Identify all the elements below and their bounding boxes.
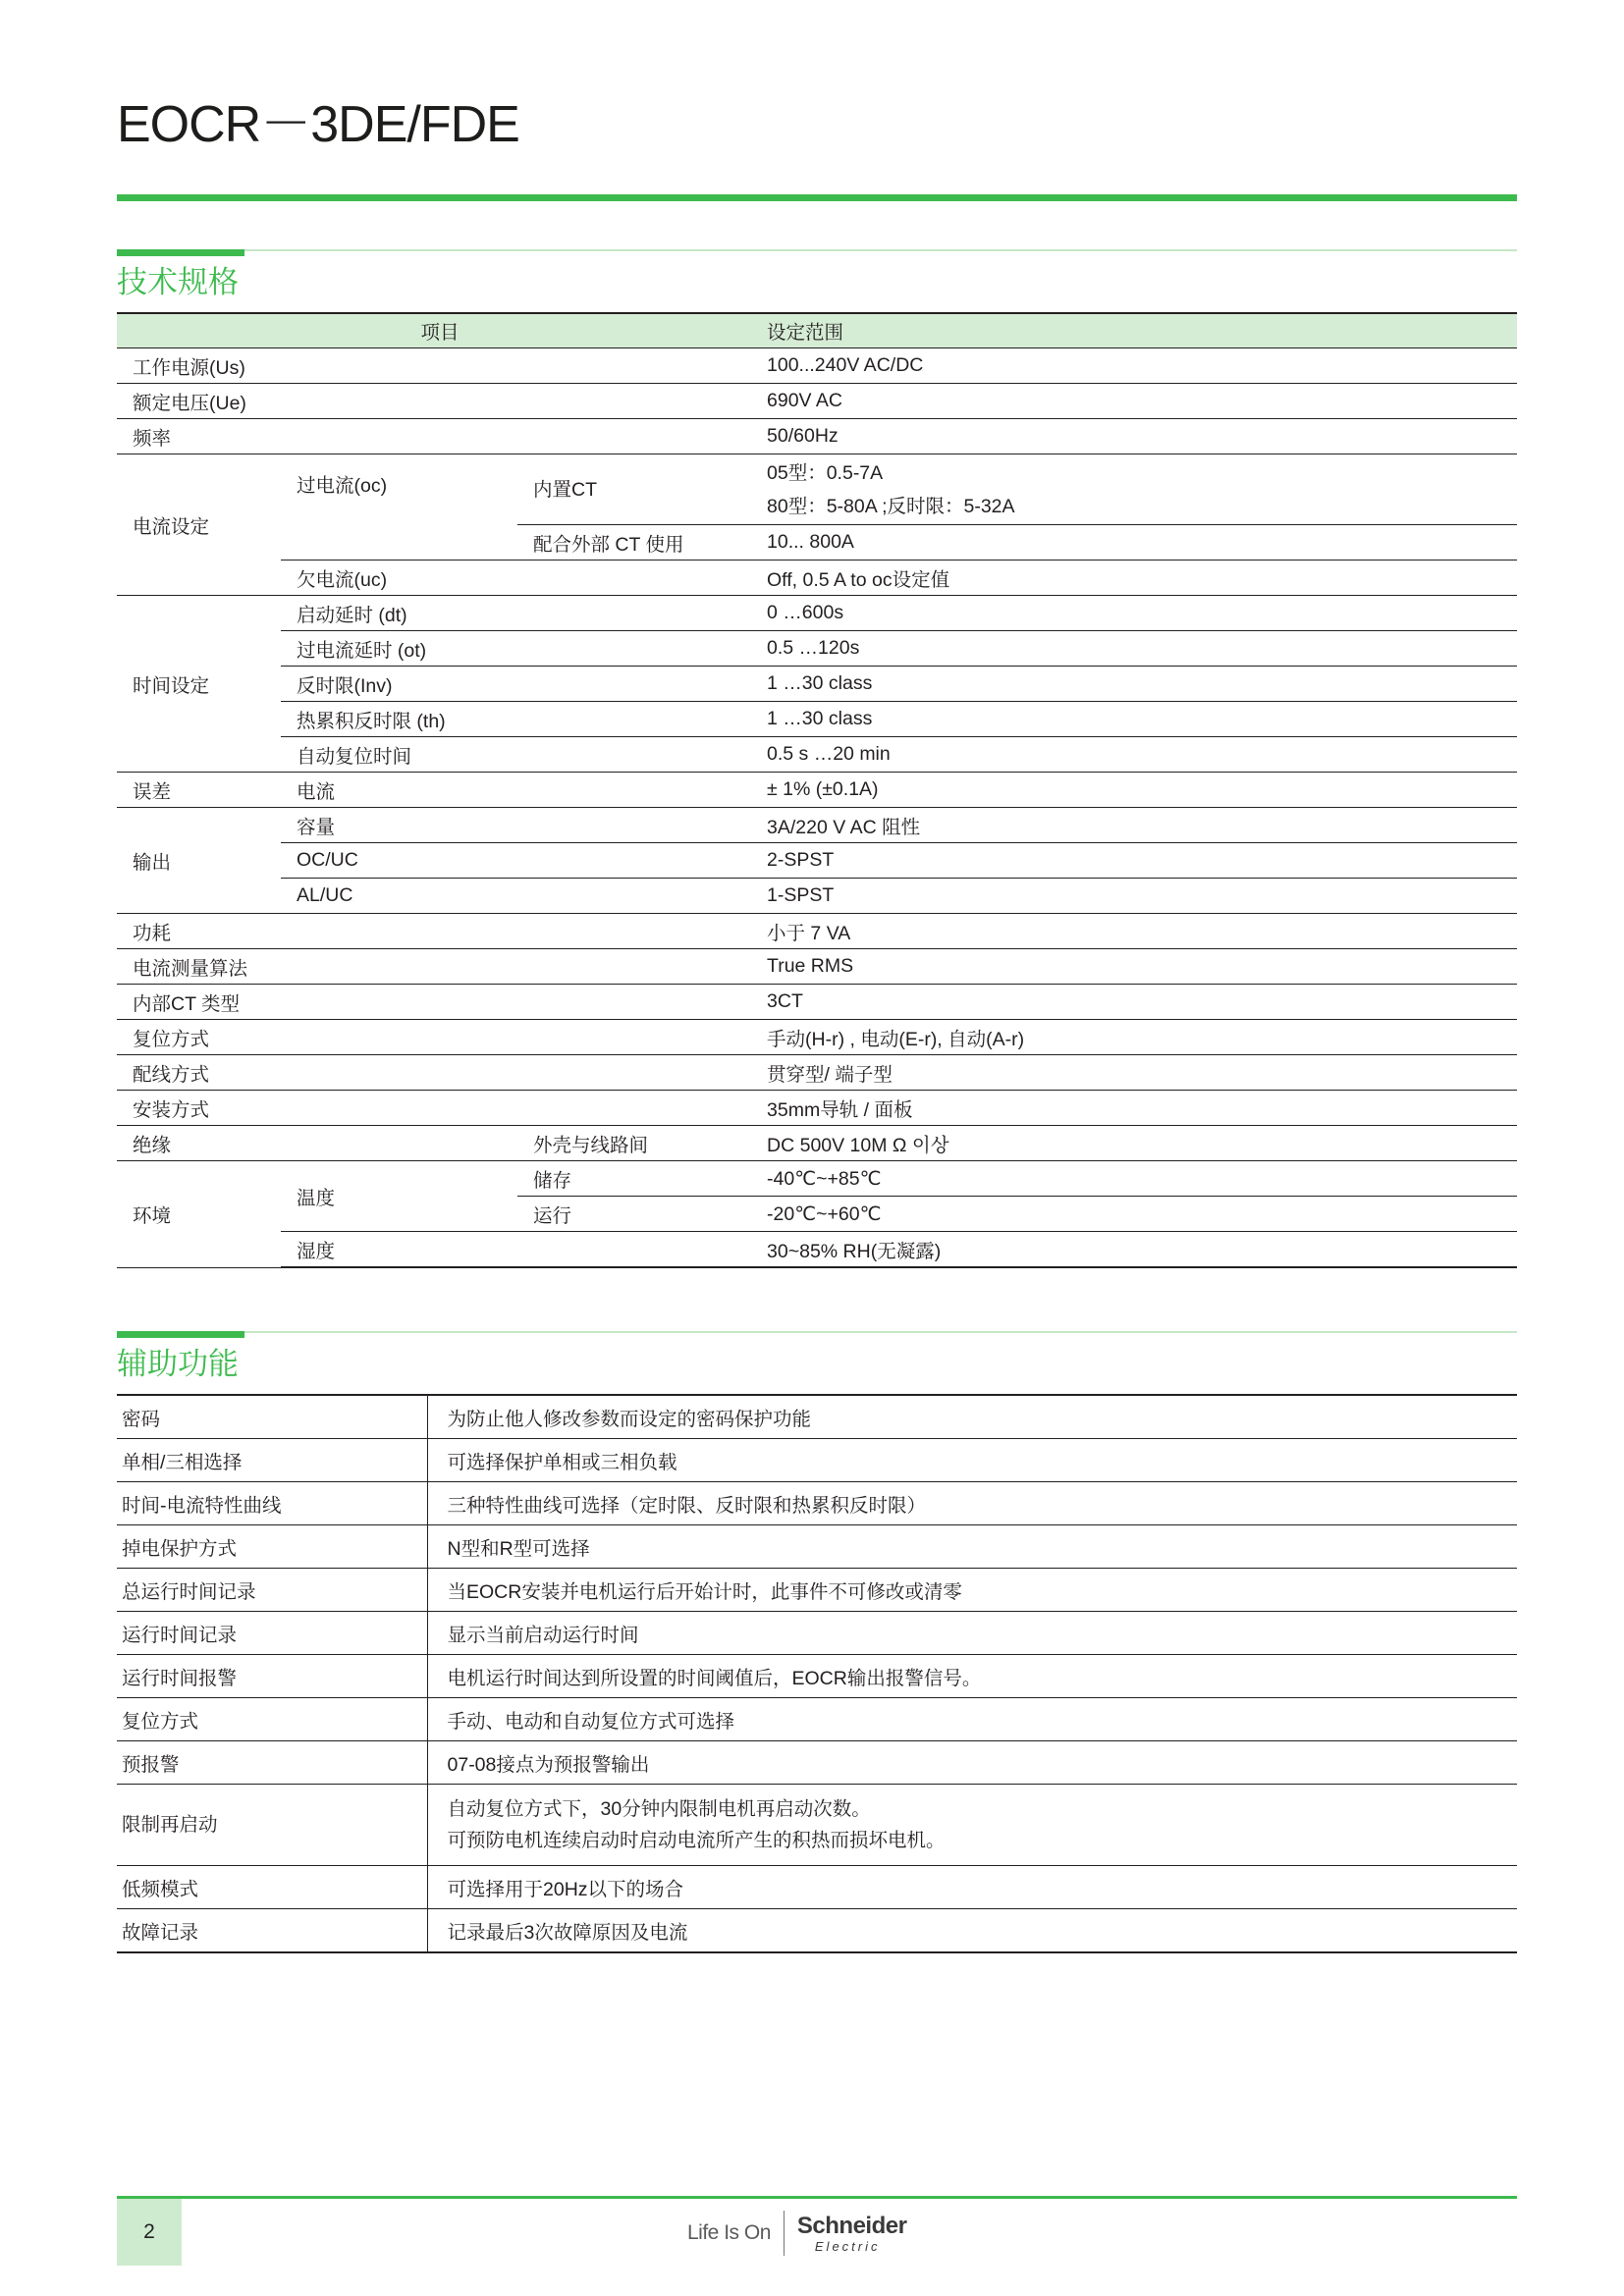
row-label: 额定电压(Ue) bbox=[117, 384, 763, 419]
aux-desc: 为防止他人修改参数而设定的密码保护功能 bbox=[427, 1395, 1517, 1439]
table-row bbox=[117, 808, 1517, 843]
col-header-range: 设定范围 bbox=[763, 313, 1517, 348]
aux-section-heading: 辅助功能 bbox=[117, 1347, 239, 1381]
brand-slogan bbox=[687, 2221, 771, 2245]
aux-name: 限制再启动 bbox=[117, 1785, 427, 1866]
aux-desc-multiline bbox=[427, 1785, 1517, 1866]
aux-name: 运行时间报警 bbox=[117, 1655, 427, 1698]
row-value: 30~85% RH(无凝露) bbox=[763, 1232, 1517, 1268]
aux-desc: 记录最后3次故障原因及电流 bbox=[427, 1909, 1517, 1953]
row-label: 过电流延时 (ot) bbox=[281, 631, 763, 667]
row-value: 手动(H-r) , 电动(E-r), 自动(A-r) bbox=[763, 1020, 1517, 1055]
row-value: 05型：0.5-7A bbox=[767, 461, 884, 484]
group-label-env: 环境 bbox=[117, 1161, 281, 1268]
row-value: ± 1% (±0.1A) bbox=[763, 773, 1517, 808]
brand-separator bbox=[784, 2211, 785, 2256]
row-value: 3CT bbox=[763, 985, 1517, 1020]
brand-footer bbox=[687, 2209, 906, 2258]
row-label: 自动复位时间 bbox=[281, 737, 763, 773]
row-value: 80型：5-80A ;反时限：5-32A bbox=[767, 495, 1015, 517]
group-label-error: 误差 bbox=[117, 773, 281, 808]
table-row bbox=[117, 1126, 1517, 1161]
row-label: 热累积反时限 (th) bbox=[281, 702, 763, 737]
row-label: 过电流(oc) bbox=[281, 454, 517, 561]
aux-desc: 电机运行时间达到所设置的时间阈值后，EOCR输出报警信号。 bbox=[427, 1655, 1517, 1698]
row-label: 配线方式 bbox=[117, 1055, 763, 1091]
aux-desc: N型和R型可选择 bbox=[427, 1525, 1517, 1569]
aux-desc: 可选择保护单相或三相负载 bbox=[427, 1439, 1517, 1482]
spec-header-row bbox=[117, 313, 1517, 348]
table-row bbox=[117, 1482, 1517, 1525]
table-row bbox=[117, 1909, 1517, 1953]
group-label-time: 时间设定 bbox=[117, 596, 281, 773]
aux-name: 总运行时间记录 bbox=[117, 1569, 427, 1612]
table-row bbox=[117, 879, 1517, 914]
spec-table bbox=[117, 312, 1517, 1268]
page-number: 2 bbox=[143, 2220, 155, 2243]
table-row bbox=[117, 1395, 1517, 1439]
table-row bbox=[117, 1612, 1517, 1655]
row-value: 小于 7 VA bbox=[763, 914, 1517, 949]
document-title: EOCR－3DE/FDE bbox=[117, 96, 519, 153]
table-row bbox=[117, 348, 1517, 384]
table-row bbox=[117, 1161, 1517, 1197]
table-row bbox=[117, 1569, 1517, 1612]
table-row bbox=[117, 1439, 1517, 1482]
footer-rule bbox=[117, 2196, 1517, 2199]
row-value: 1 …30 class bbox=[763, 702, 1517, 737]
row-value: 100...240V AC/DC bbox=[763, 348, 1517, 384]
row-label: 电流测量算法 bbox=[117, 949, 763, 985]
row-value: 3A/220 V AC 阻性 bbox=[763, 808, 1517, 843]
table-row bbox=[117, 985, 1517, 1020]
table-row bbox=[117, 914, 1517, 949]
row-label: 电流 bbox=[281, 773, 763, 808]
row-label: 工作电源(Us) bbox=[117, 348, 763, 384]
aux-name: 复位方式 bbox=[117, 1698, 427, 1741]
spec-section-rule bbox=[117, 249, 1517, 251]
aux-name: 单相/三相选择 bbox=[117, 1439, 427, 1482]
table-row bbox=[117, 949, 1517, 985]
row-sublabel: 配合外部 CT 使用 bbox=[517, 525, 763, 561]
aux-name: 预报警 bbox=[117, 1741, 427, 1785]
row-label: 安装方式 bbox=[117, 1091, 763, 1126]
row-value: 0 …600s bbox=[763, 596, 1517, 631]
aux-section-rule bbox=[117, 1331, 1517, 1333]
row-sublabel: 外壳与线路间 bbox=[517, 1126, 763, 1161]
aux-table bbox=[117, 1394, 1517, 1953]
brand-sub: Electric bbox=[814, 2238, 881, 2254]
row-label: 频率 bbox=[117, 419, 763, 454]
aux-desc: 手动、电动和自动复位方式可选择 bbox=[427, 1698, 1517, 1741]
table-row bbox=[117, 843, 1517, 879]
aux-desc: 自动复位方式下，30分钟内限制电机再启动次数。 bbox=[447, 1798, 871, 1820]
aux-name: 运行时间记录 bbox=[117, 1612, 427, 1655]
aux-name: 故障记录 bbox=[117, 1909, 427, 1953]
aux-desc: 显示当前启动运行时间 bbox=[427, 1612, 1517, 1655]
table-row bbox=[117, 1655, 1517, 1698]
title-rule bbox=[117, 194, 1517, 201]
row-sublabel: 内置CT bbox=[517, 454, 763, 525]
row-value-multiline bbox=[763, 454, 1517, 525]
table-row bbox=[117, 773, 1517, 808]
aux-desc: 可选择用于20Hz以下的场合 bbox=[427, 1866, 1517, 1909]
row-value: 0.5 …120s bbox=[763, 631, 1517, 667]
row-value: DC 500V 10M Ω 이상 bbox=[763, 1126, 1517, 1161]
table-row bbox=[117, 419, 1517, 454]
table-row bbox=[117, 702, 1517, 737]
aux-desc: 当EOCR安装并电机运行后开始计时，此事件不可修改或清零 bbox=[427, 1569, 1517, 1612]
row-label: 温度 bbox=[281, 1161, 517, 1232]
aux-desc: 三种特性曲线可选择（定时限、反时限和热累积反时限） bbox=[427, 1482, 1517, 1525]
row-label: 启动延时 (dt) bbox=[281, 596, 763, 631]
spec-section-accent bbox=[117, 249, 244, 256]
table-row bbox=[117, 1741, 1517, 1785]
aux-name: 掉电保护方式 bbox=[117, 1525, 427, 1569]
row-value: -40℃~+85℃ bbox=[763, 1161, 1517, 1197]
row-value: 35mm导轨 / 面板 bbox=[763, 1091, 1517, 1126]
table-row bbox=[117, 561, 1517, 596]
row-value: 0.5 s …20 min bbox=[763, 737, 1517, 773]
group-label-output: 输出 bbox=[117, 808, 281, 914]
row-value: 690V AC bbox=[763, 384, 1517, 419]
row-label: 湿度 bbox=[281, 1232, 763, 1268]
table-row bbox=[117, 596, 1517, 631]
row-label: 功耗 bbox=[117, 914, 763, 949]
table-row bbox=[117, 631, 1517, 667]
row-sublabel: 运行 bbox=[517, 1197, 763, 1232]
row-value: Off, 0.5 A to oc设定值 bbox=[763, 561, 1517, 596]
aux-name: 低频模式 bbox=[117, 1866, 427, 1909]
row-value: -20℃~+60℃ bbox=[763, 1197, 1517, 1232]
table-row bbox=[117, 737, 1517, 773]
table-row bbox=[117, 1091, 1517, 1126]
brand-logo bbox=[796, 2212, 907, 2254]
aux-desc: 07-08接点为预报警输出 bbox=[427, 1741, 1517, 1785]
row-label: OC/UC bbox=[281, 843, 763, 879]
table-row bbox=[117, 1698, 1517, 1741]
table-row bbox=[117, 667, 1517, 702]
row-value: 1-SPST bbox=[763, 879, 1517, 914]
row-value: True RMS bbox=[763, 949, 1517, 985]
brand-slogan-text: Life Is On bbox=[687, 2221, 771, 2244]
row-value: 50/60Hz bbox=[763, 419, 1517, 454]
row-value: 贯穿型/ 端子型 bbox=[763, 1055, 1517, 1091]
aux-name: 密码 bbox=[117, 1395, 427, 1439]
aux-desc: 可预防电机连续启动时启动电流所产生的积热而损坏电机。 bbox=[447, 1830, 946, 1851]
row-sublabel: 储存 bbox=[517, 1161, 763, 1197]
row-label: 绝缘 bbox=[117, 1126, 517, 1161]
row-value: 1 …30 class bbox=[763, 667, 1517, 702]
table-row bbox=[117, 1785, 1517, 1866]
table-row bbox=[117, 1525, 1517, 1569]
row-label: 反时限(Inv) bbox=[281, 667, 763, 702]
col-header-item: 项目 bbox=[117, 313, 763, 348]
row-label: AL/UC bbox=[281, 879, 763, 914]
spec-section-heading: 技术规格 bbox=[117, 265, 239, 299]
aux-section-accent bbox=[117, 1331, 244, 1338]
table-row bbox=[117, 1020, 1517, 1055]
table-row bbox=[117, 1866, 1517, 1909]
table-row bbox=[117, 384, 1517, 419]
row-label: 复位方式 bbox=[117, 1020, 763, 1055]
row-label: 容量 bbox=[281, 808, 763, 843]
table-row bbox=[117, 454, 1517, 525]
row-label: 欠电流(uc) bbox=[281, 561, 763, 596]
row-value: 2-SPST bbox=[763, 843, 1517, 879]
group-label-current: 电流设定 bbox=[117, 454, 281, 596]
aux-name: 时间-电流特性曲线 bbox=[117, 1482, 427, 1525]
table-row bbox=[117, 1232, 1517, 1268]
row-value: 10... 800A bbox=[763, 525, 1517, 561]
table-row bbox=[117, 1055, 1517, 1091]
row-label: 内部CT 类型 bbox=[117, 985, 763, 1020]
brand-name: Schneider bbox=[796, 2212, 907, 2239]
page-number-box bbox=[117, 2199, 182, 2266]
